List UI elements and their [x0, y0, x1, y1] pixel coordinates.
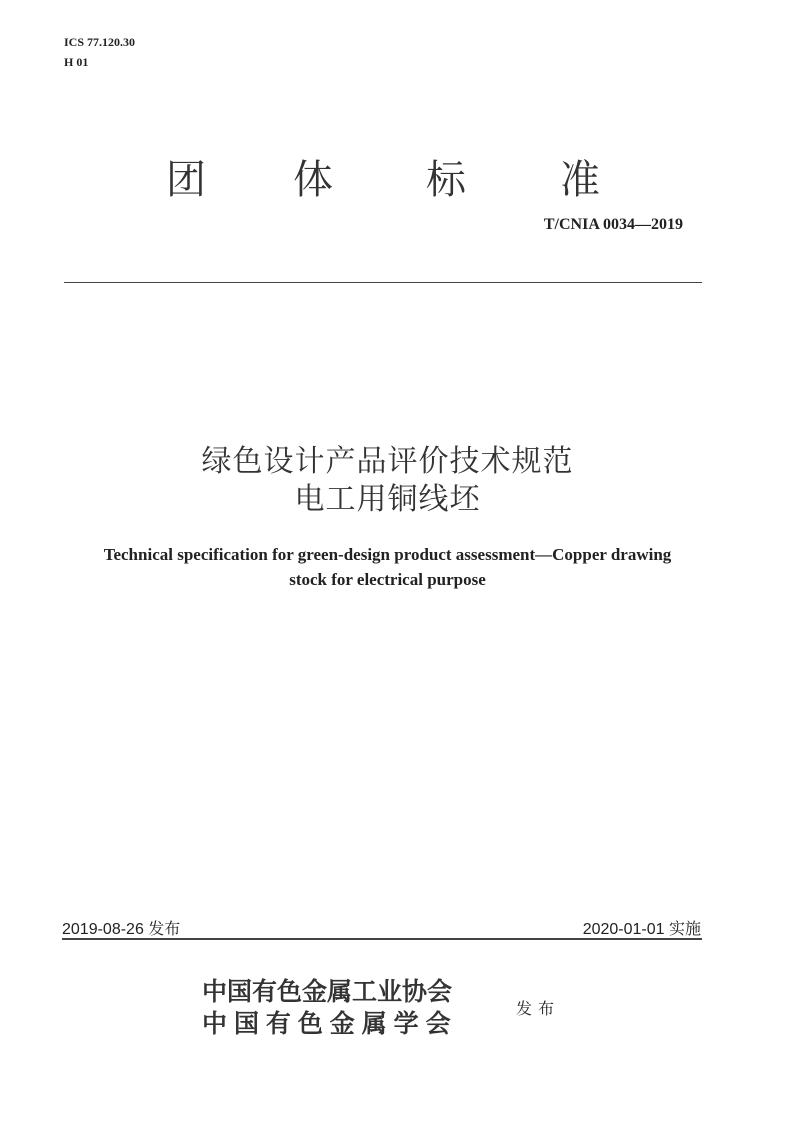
title-en-line2: stock for electrical purpose — [289, 570, 486, 589]
category-char: 准 — [560, 158, 600, 202]
ccs-code: H 01 — [64, 55, 89, 69]
issuer-org-2: 中 国 有 色 金 属 学 会 — [202, 1010, 451, 1038]
publish-label: 发布 — [516, 1001, 561, 1018]
implementation-date: 2020-01-01 实施 — [582, 921, 701, 938]
category-char: 体 — [293, 158, 333, 202]
ics-code: ICS 77.120.30 — [64, 35, 136, 49]
issuer-org-1: 中国有色金属工业协会 — [202, 978, 453, 1006]
header-divider — [64, 282, 702, 283]
category-char: 团 — [166, 158, 206, 202]
title-en-line1: Technical specification for green-design product assessment—Copper drawing — [103, 545, 672, 564]
standard-number: T/CNIA 0034—2019 — [543, 216, 683, 233]
title-cn-line1: 绿色设计产品评价技术规范 — [201, 445, 574, 478]
category-char: 标 — [426, 158, 466, 202]
footer-divider — [62, 938, 702, 940]
title-cn-line2: 电工用铜线坯 — [294, 483, 481, 516]
issue-date: 2019-08-26 发布 — [62, 921, 181, 938]
